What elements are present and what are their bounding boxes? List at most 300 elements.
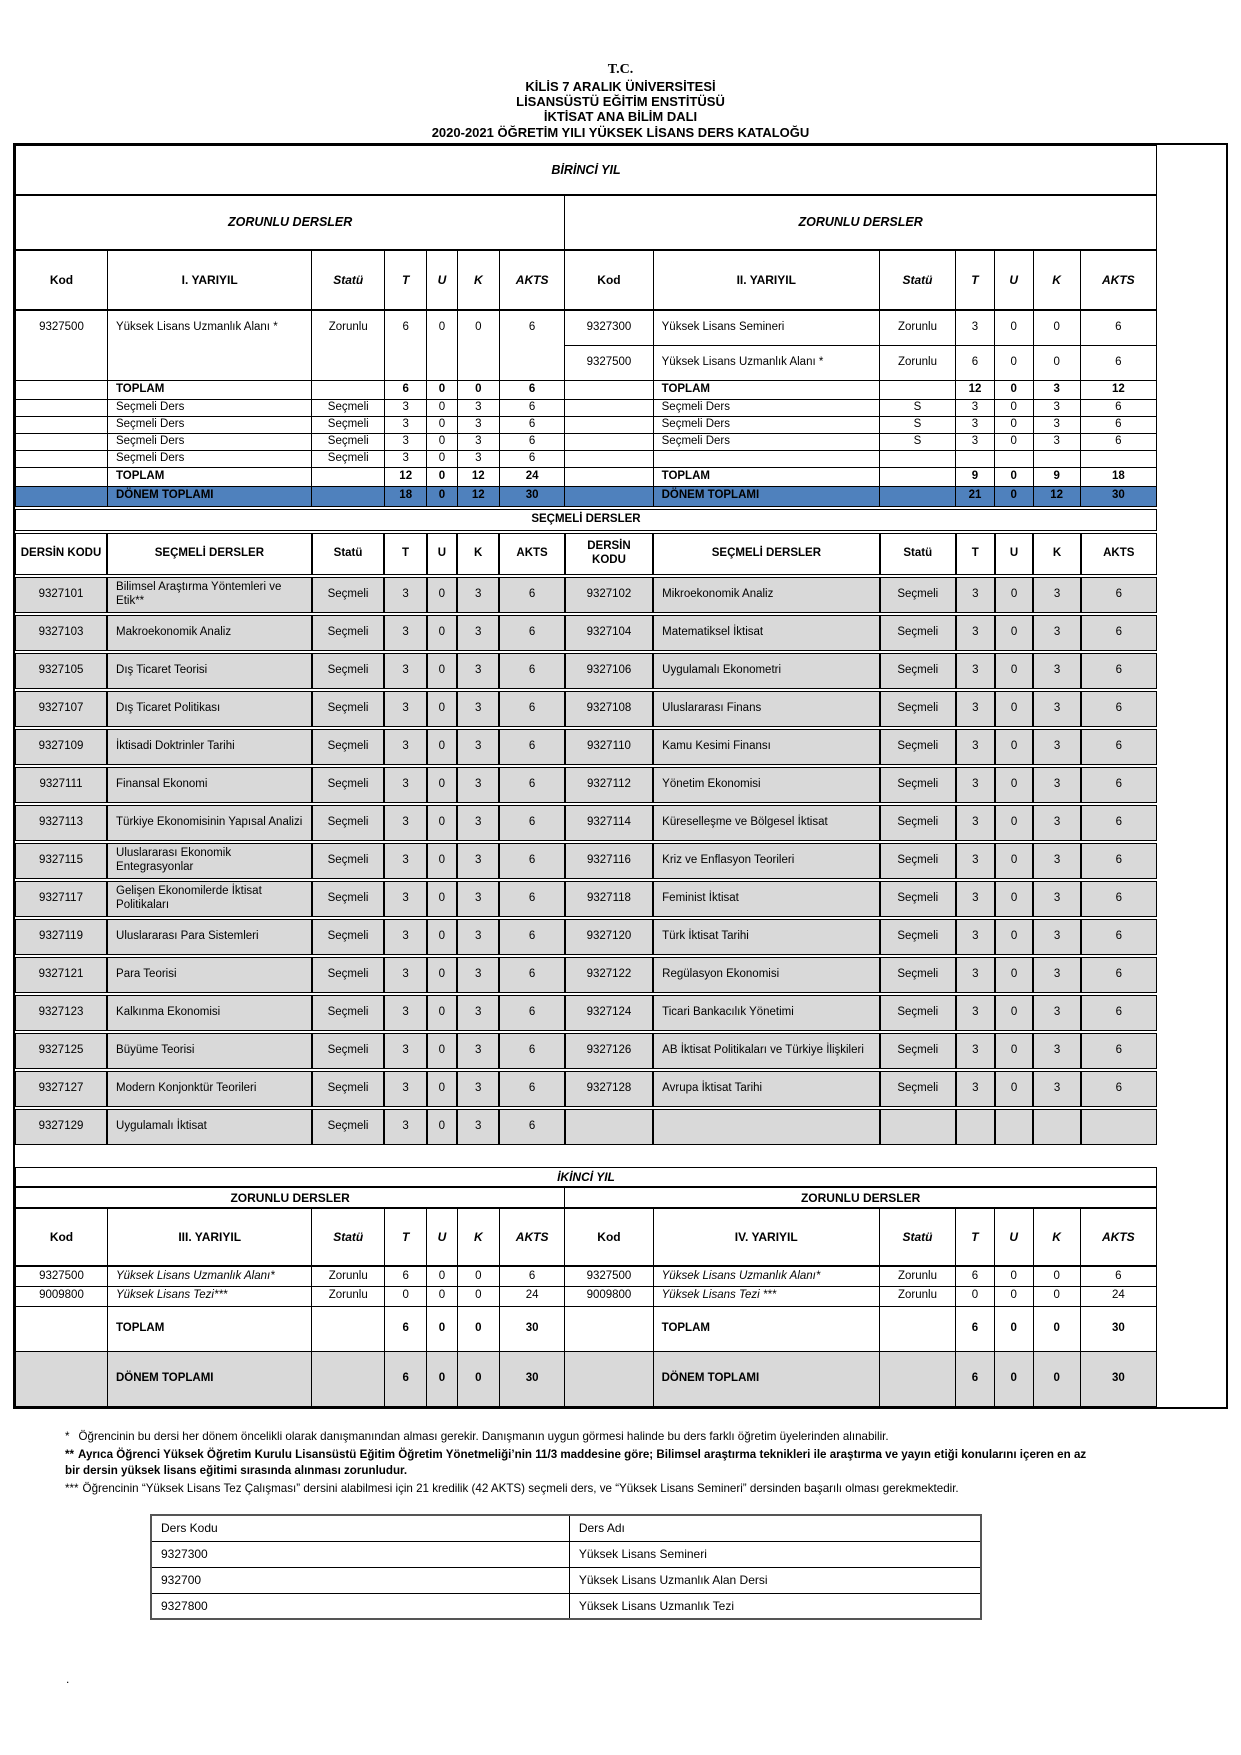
cell: 9327104 [565, 615, 653, 651]
cell: Dış Ticaret Politikası [107, 691, 312, 727]
cell: 12 [956, 380, 995, 399]
cell: 3 [1033, 399, 1080, 416]
catalog-outer-box [13, 143, 1228, 1409]
cell [312, 1351, 385, 1406]
header-cell: Kod [565, 250, 653, 310]
cell: 3 [384, 691, 426, 727]
gutter-cell [1157, 843, 1226, 879]
header-cell: U [994, 1208, 1033, 1266]
cell [1080, 450, 1156, 467]
cell: Yönetim Ekonomisi [653, 767, 879, 803]
cell: 6 [1081, 615, 1157, 651]
cell [880, 1109, 956, 1145]
header-cell: IV. YARIYIL [653, 1208, 879, 1266]
cell: 0 [1033, 1351, 1080, 1406]
cell: 6 [499, 1071, 564, 1107]
cell: 0 [956, 1286, 995, 1306]
footnotes [65, 1429, 1087, 1498]
cell: Uygulamalı Ekonometri [653, 653, 879, 689]
cell: Seçmeli [312, 615, 385, 651]
footnote-2 [65, 1447, 1087, 1481]
year-gap-spacer [15, 1147, 1226, 1167]
cell [565, 486, 653, 506]
header-cell: Kod [16, 1208, 108, 1266]
cell: 6 [1081, 691, 1157, 727]
cell: AB İktisat Politikaları ve Türkiye İlişkileri [653, 1033, 879, 1069]
footnote-2-marker: ** [65, 1447, 75, 1461]
cell: 9009800 [565, 1286, 653, 1306]
cell: 6 [499, 691, 564, 727]
cell: Seçmeli [312, 399, 385, 416]
cell: 9327101 [15, 577, 107, 613]
header-cell: T [956, 250, 995, 310]
cell: 6 [1081, 653, 1157, 689]
footnote-1 [65, 1429, 1087, 1446]
header-department: İKTİSAT ANA BİLİM DALI [543, 109, 698, 125]
cell: 3 [956, 399, 995, 416]
gutter-cell [1156, 450, 1225, 467]
cell: 12 [457, 467, 499, 486]
cell: DÖNEM TOPLAMI [107, 1351, 311, 1406]
header-cell: DERSİN KODU [15, 533, 107, 575]
cell: 9 [956, 467, 995, 486]
cell [1033, 450, 1080, 467]
cell: Seçmeli [312, 1109, 385, 1145]
cell: 6 [499, 310, 564, 380]
cell: 0 [994, 1351, 1033, 1406]
cell: 9327500 [16, 1266, 108, 1286]
cell: Uluslararası Para Sistemleri [107, 919, 312, 955]
cell: 0 [995, 881, 1034, 917]
header-cell: Statü [312, 533, 385, 575]
cell [16, 399, 108, 416]
header-cell: Kod [16, 250, 108, 310]
cell: TOPLAM [107, 467, 311, 486]
cell: 3 [457, 843, 499, 879]
cell: Yüksek Lisans Uzmanlık Alanı * [653, 345, 879, 380]
cell [879, 486, 955, 506]
cell: 0 [385, 1286, 427, 1306]
cell: Dış Ticaret Teorisi [107, 653, 312, 689]
header-cell: SEÇMELİ DERSLER [107, 533, 312, 575]
gutter-cell [1156, 195, 1225, 250]
cell: 3 [384, 957, 426, 993]
cell: 12 [457, 486, 499, 506]
cell: 3 [1033, 957, 1080, 993]
cell: 3 [956, 1033, 995, 1069]
cell: Kriz ve Enflasyon Teorileri [653, 843, 879, 879]
header-cell: AKTS [499, 533, 564, 575]
cell: 6 [1080, 433, 1156, 450]
gutter-cell [1157, 1071, 1226, 1107]
cell: 0 [427, 1351, 457, 1406]
header-cell: III. YARIYIL [107, 1208, 311, 1266]
cell: 3 [1033, 433, 1080, 450]
cell: Zorunlu [879, 1266, 955, 1286]
cell: 9327115 [15, 843, 107, 879]
header-cell: U [427, 250, 457, 310]
cell: Seçmeli [312, 416, 385, 433]
cell: 24 [499, 1286, 564, 1306]
gutter-cell [1156, 1187, 1225, 1208]
header-tc: T.C. [607, 62, 634, 77]
cell: İktisadi Doktrinler Tarihi [107, 729, 312, 765]
cell: 6 [385, 1351, 427, 1406]
cell: 0 [994, 486, 1033, 506]
cell: 3 [384, 1071, 426, 1107]
gutter-cell [1157, 1109, 1226, 1145]
cell: Seçmeli [312, 653, 385, 689]
course-code-legend-table [150, 1514, 982, 1620]
cell: 0 [457, 310, 499, 380]
cell: 0 [427, 1071, 457, 1107]
cell: Modern Konjonktür Teorileri [107, 1071, 312, 1107]
gutter-cell [1156, 1286, 1225, 1306]
gutter-cell [1156, 486, 1225, 506]
cell: 0 [427, 416, 457, 433]
cell: 9327119 [15, 919, 107, 955]
cell: Seçmeli [880, 691, 956, 727]
cell: 0 [427, 467, 457, 486]
cell [16, 486, 108, 506]
cell [565, 380, 653, 399]
year1-table [15, 145, 1226, 507]
cell: 3 [1033, 729, 1080, 765]
cell: Seçmeli [312, 843, 385, 879]
cell [879, 450, 955, 467]
cell: Seçmeli [312, 919, 385, 955]
header-cell: T [956, 1208, 995, 1266]
cell: 0 [427, 1033, 457, 1069]
cell: Finansal Ekonomi [107, 767, 312, 803]
cell: 0 [427, 310, 457, 380]
cell: 0 [994, 416, 1033, 433]
cell: 3 [1033, 615, 1080, 651]
cell: 6 [1081, 805, 1157, 841]
cell: 18 [385, 486, 427, 506]
year2-left-section-title: ZORUNLU DERSLER [16, 1187, 565, 1208]
cell: 30 [1080, 1351, 1156, 1406]
header-cell: II. YARIYIL [653, 250, 879, 310]
cell: Avrupa İktisat Tarihi [653, 1071, 879, 1107]
cell: Feminist İktisat [653, 881, 879, 917]
cell: 9327106 [565, 653, 653, 689]
year1-right-section-title: ZORUNLU DERSLER [565, 195, 1157, 250]
cell: Zorunlu [312, 1286, 385, 1306]
cell: 3 [384, 767, 426, 803]
header-cell: U [427, 533, 457, 575]
cell: 9327112 [565, 767, 653, 803]
cell [994, 450, 1033, 467]
cell [16, 1306, 108, 1351]
cell: Seçmeli [312, 691, 385, 727]
cell: Seçmeli [880, 729, 956, 765]
cell: Yüksek Lisans Uzmanlık Alanı* [107, 1266, 311, 1286]
cell: 3 [457, 691, 499, 727]
electives-title: SEÇMELİ DERSLER [15, 509, 1157, 531]
cell: Seçmeli Ders [653, 433, 879, 450]
cell: Seçmeli [880, 615, 956, 651]
cell: 6 [499, 653, 564, 689]
cell: 0 [427, 957, 457, 993]
cell: 9327128 [565, 1071, 653, 1107]
cell: 9327109 [15, 729, 107, 765]
cell: 0 [994, 345, 1033, 380]
cell: 6 [499, 919, 564, 955]
header-university: KİLİS 7 ARALIK ÜNİVERSİTESİ [525, 78, 716, 94]
cell: Uygulamalı İktisat [107, 1109, 312, 1145]
cell: 0 [995, 653, 1034, 689]
cell: 6 [1081, 919, 1157, 955]
gutter-cell [1157, 729, 1226, 765]
cell: 24 [1080, 1286, 1156, 1306]
header-cell: SEÇMELİ DERSLER [653, 533, 879, 575]
cell: 6 [499, 1109, 564, 1145]
cell: 3 [956, 1071, 995, 1107]
cell [565, 467, 653, 486]
gutter-cell [1156, 467, 1225, 486]
cell: 6 [1080, 416, 1156, 433]
document-header [0, 0, 1241, 140]
cell: 3 [384, 919, 426, 955]
cell: Seçmeli [312, 433, 385, 450]
cell: 3 [384, 653, 426, 689]
cell: 6 [499, 416, 564, 433]
cell: 0 [427, 767, 457, 803]
cell: 3 [385, 433, 427, 450]
cell: 0 [457, 1266, 499, 1286]
cell: Seçmeli [312, 729, 385, 765]
gutter-cell [1156, 416, 1225, 433]
cell: 3 [1033, 881, 1080, 917]
cell: 6 [499, 995, 564, 1031]
cell [565, 450, 653, 467]
cell: 6 [1081, 881, 1157, 917]
year2-right-section-title: ZORUNLU DERSLER [565, 1187, 1157, 1208]
cell: 30 [499, 1351, 564, 1406]
cell: 3 [384, 805, 426, 841]
cell: 0 [995, 577, 1034, 613]
cell [995, 1109, 1034, 1145]
gutter-cell [1157, 533, 1226, 575]
cell: Seçmeli Ders [107, 433, 311, 450]
cell: 6 [385, 1266, 427, 1286]
header-cell: DERSİN KODU [565, 533, 653, 575]
cell: 6 [499, 450, 564, 467]
cell [16, 416, 108, 433]
cell: DÖNEM TOPLAMI [653, 1351, 879, 1406]
cell [16, 380, 108, 399]
cell: Uluslararası Finans [653, 691, 879, 727]
gutter-cell [1157, 767, 1226, 803]
cell: 9327116 [565, 843, 653, 879]
cell: 0 [457, 1351, 499, 1406]
cell: 3 [956, 767, 995, 803]
cell: 9327125 [15, 1033, 107, 1069]
cell: 0 [1033, 345, 1080, 380]
cell: 3 [457, 995, 499, 1031]
cell: 0 [994, 399, 1033, 416]
cell: 6 [499, 1033, 564, 1069]
cell [16, 433, 108, 450]
cell: 9327114 [565, 805, 653, 841]
cell: Seçmeli [880, 653, 956, 689]
cell: 3 [1033, 380, 1080, 399]
cell: 3 [1033, 767, 1080, 803]
header-institute: LİSANSÜSTÜ EĞİTİM ENSTİTÜSÜ [516, 93, 725, 109]
cell: 3 [384, 843, 426, 879]
cell: 6 [956, 1266, 995, 1286]
cell: 9327117 [15, 881, 107, 917]
header-cell: U [427, 1208, 457, 1266]
cell: Seçmeli [880, 957, 956, 993]
cell: 0 [427, 380, 457, 399]
gutter-cell [1156, 250, 1225, 310]
cell: 3 [384, 615, 426, 651]
cell: 6 [499, 1266, 564, 1286]
cell: 6 [956, 1351, 995, 1406]
cell [1033, 1109, 1080, 1145]
cell [956, 1109, 995, 1145]
cell: Seçmeli [312, 767, 385, 803]
cell: 6 [499, 805, 564, 841]
cell [312, 467, 385, 486]
cell: Seçmeli [880, 577, 956, 613]
header-cell: K [1033, 250, 1080, 310]
footnote-3-marker: *** [65, 1482, 79, 1496]
cell: 3 [457, 1109, 499, 1145]
cell: 9327129 [15, 1109, 107, 1145]
cell: 3 [956, 433, 995, 450]
footnote-3 [65, 1481, 1087, 1498]
gutter-cell [1156, 433, 1225, 450]
cell: 6 [1080, 345, 1156, 380]
cell: TOPLAM [653, 467, 879, 486]
header-cell: K [457, 533, 499, 575]
year1-title: BİRİNCİ YIL [16, 145, 1157, 195]
gutter-cell [1157, 919, 1226, 955]
cell: 0 [427, 919, 457, 955]
cell: 6 [385, 310, 427, 380]
cell: S [879, 416, 955, 433]
cell: 0 [994, 1266, 1033, 1286]
header-cell: Statü [312, 250, 385, 310]
cell: Ticari Bankacılık Yönetimi [653, 995, 879, 1031]
cell: 3 [1033, 805, 1080, 841]
cell: Yüksek Lisans Semineri [653, 310, 879, 345]
cell: Seçmeli [312, 1071, 385, 1107]
cell: 6 [1081, 767, 1157, 803]
cell: TOPLAM [107, 380, 311, 399]
header-cell: K [457, 1208, 499, 1266]
gutter-cell [1156, 1306, 1225, 1351]
course-code-legend [150, 1514, 982, 1620]
cell: 6 [499, 433, 564, 450]
cell: 9327500 [16, 310, 108, 380]
cell: 6 [499, 577, 564, 613]
cell: 6 [499, 843, 564, 879]
cell: 9327108 [565, 691, 653, 727]
cell [312, 486, 385, 506]
cell: DÖNEM TOPLAMI [653, 486, 879, 506]
cell: 0 [427, 1266, 457, 1286]
cell: 0 [457, 1286, 499, 1306]
cell: 3 [385, 450, 427, 467]
cell: 9327127 [15, 1071, 107, 1107]
cell: Seçmeli [880, 919, 956, 955]
cell: Yüksek Lisans Semineri [569, 1541, 981, 1567]
cell: 6 [499, 380, 564, 399]
cell: Seçmeli Ders [107, 416, 311, 433]
cell: Kamu Kesimi Finansı [653, 729, 879, 765]
cell: Seçmeli [880, 1071, 956, 1107]
cell: 9327500 [565, 345, 653, 380]
cell: 30 [499, 1306, 564, 1351]
cell: 3 [956, 310, 995, 345]
header-cell: Statü [880, 533, 956, 575]
cell: Seçmeli [880, 1033, 956, 1069]
cell: 6 [499, 729, 564, 765]
cell: 0 [1033, 1266, 1080, 1286]
cell: 18 [1080, 467, 1156, 486]
cell: 9327110 [565, 729, 653, 765]
cell: 3 [1033, 1033, 1080, 1069]
cell: 3 [457, 450, 499, 467]
gutter-cell [1156, 399, 1225, 416]
gutter-cell [1156, 145, 1225, 195]
cell: 3 [956, 653, 995, 689]
cell: 9327111 [15, 767, 107, 803]
cell: Bilimsel Araştırma Yöntemleri ve Etik** [107, 577, 312, 613]
footnote-1-marker: * [65, 1429, 70, 1443]
cell: Seçmeli [312, 450, 385, 467]
cell: 9327300 [151, 1541, 569, 1567]
cell [565, 416, 653, 433]
cell: 6 [385, 1306, 427, 1351]
cell: 6 [956, 1306, 995, 1351]
header-catalog-title: 2020-2021 ÖĞRETİM YILI YÜKSEK LİSANS DERS KATALOĞU [431, 124, 810, 140]
cell: 6 [1081, 577, 1157, 613]
cell: 0 [427, 1109, 457, 1145]
cell: 9327118 [565, 881, 653, 917]
cell: DÖNEM TOPLAMI [107, 486, 311, 506]
gutter-cell [1156, 345, 1225, 380]
cell: Yüksek Lisans Uzmanlık Alanı * [107, 310, 311, 380]
cell: 6 [1081, 843, 1157, 879]
footnote-2-text: Ayrıca Öğrenci Yüksek Öğretim Kurulu Lisansüstü Eğitim Öğretim Yönetmeliği’nin 11/3 maddesine göre; Bilimsel araştırma teknikleri ile araştırma ve yayın etiği konularını içeren en az bir dersin yüksek lisans eğitimi sırasında alınması zorunludur. [65, 1447, 1087, 1478]
cell: Mikroekonomik Analiz [653, 577, 879, 613]
cell: 3 [384, 995, 426, 1031]
cell: 3 [457, 957, 499, 993]
cell: 0 [994, 1306, 1033, 1351]
cell: S [879, 433, 955, 450]
cell: 0 [995, 805, 1034, 841]
cell: 6 [385, 380, 427, 399]
header-cell: I. YARIYIL [107, 250, 311, 310]
cell: 3 [457, 577, 499, 613]
cell: Büyüme Teorisi [107, 1033, 312, 1069]
cell [565, 1306, 653, 1351]
gutter-cell [1157, 509, 1226, 531]
cell: 9009800 [16, 1286, 108, 1306]
cell: 9327500 [565, 1266, 653, 1286]
gutter-cell [1156, 1167, 1225, 1187]
cell: 9327800 [151, 1593, 569, 1619]
header-cell: K [1033, 1208, 1080, 1266]
cell: 3 [457, 1071, 499, 1107]
gutter-cell [1157, 653, 1226, 689]
header-cell: Statü [879, 1208, 955, 1266]
